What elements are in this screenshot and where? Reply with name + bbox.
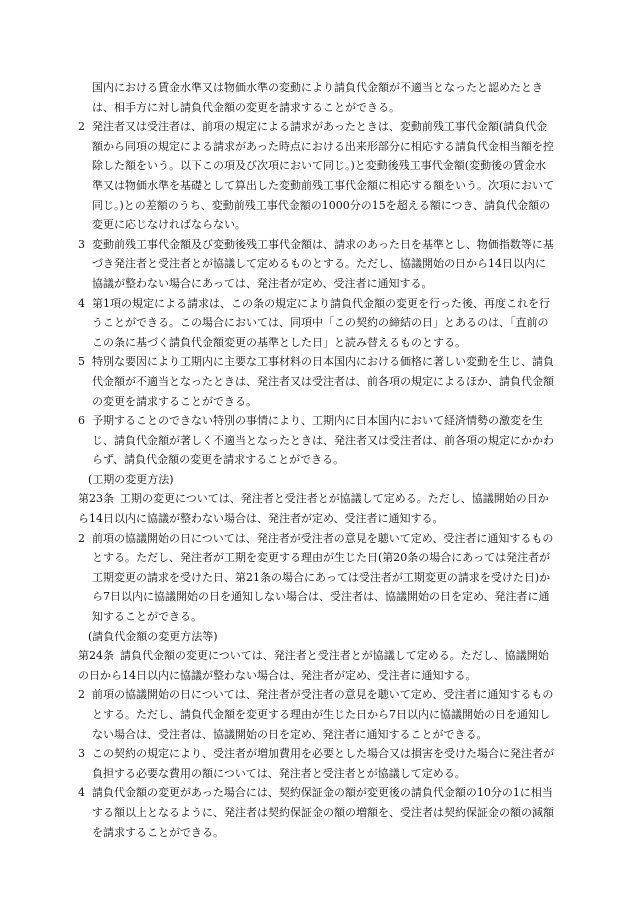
clause-number: 3 (78, 237, 85, 251)
clause-text: 前項の協議開始の日については、発注者が受注者の意見を聴いて定め、受注者に通知するものとする。ただし、発注者が工期を変更する理由が生じた日(第20条の場合にあっては発注者が工期変更の請求を受けた日、第21条の場合にあっては受注者が工期変更の請求を受けた日)から7日以内に協議開始の日を通知しない場合は、受注者は、協議開始の日を定め、発注者に通知することができる。 (92, 531, 554, 624)
clause-text: 予期することのできない特別の事情により、工期内に日本国内において経済情勢の激変を生じ、請負代金額が著しく不適当となったときは、発注者又は受注者は、前各項の規定にかかわらず、請負代金額の変更を請求することができる。 (92, 414, 554, 467)
clause-item (78, 685, 554, 744)
article (78, 646, 554, 685)
section-heading-text: (工期の変更方法) (88, 472, 174, 486)
clause-item (78, 294, 554, 353)
clause-item (78, 411, 554, 470)
clause-number: 3 (78, 747, 85, 761)
paragraph-text: 国内における賃金水準又は物価水準の変動により請負代金額が不適当となったと認めたときは、相手方に対し請負代金額の変更を請求することができる。 (92, 81, 543, 114)
clause-number: 6 (78, 414, 85, 428)
article-number: 第23条 (78, 492, 114, 506)
clause-number: 5 (78, 355, 85, 369)
article-text: 工期の変更については、発注者と受注者とが協議して定める。ただし、協議開始の日から14日以内に協議が整わない場合は、発注者が定め、受注者に通知する。 (78, 492, 549, 526)
clause-item (78, 529, 554, 627)
clause-number: 4 (78, 786, 85, 800)
article (78, 489, 554, 528)
clause-number: 2 (78, 120, 85, 134)
clause-text: 特別な要因により工期内に主要な工事材料の日本国内における価格に著しい変動を生じ、請負代金額が不適当となったときは、発注者又は受注者は、前各項の規定によるほか、請負代金額の変更を請求することができる。 (92, 355, 554, 408)
clause-number: 2 (78, 688, 85, 702)
document-body (78, 78, 554, 842)
clause-number: 2 (78, 531, 85, 545)
article-text: 請負代金額の変更については、発注者と受注者とが協議して定める。ただし、協議開始の日から14日以内に協議が整わない場合は、発注者が定め、受注者に通知する。 (78, 649, 549, 682)
clause-item (78, 352, 554, 411)
clause-number: 4 (78, 296, 85, 310)
clause-text: 変動前残工事代金額及び変動後残工事代金額は、請求のあった日を基準とし、物価指数等に基づき発注者と受注者とが協議して定めるものとする。ただし、協議開始の日から14日以内に協議が整わない場合にあっては、発注者が定め、受注者に通知する。 (92, 237, 554, 290)
clause-text: 請負代金額の変更があった場合には、契約保証金の額が変更後の請負代金額の10分の1に相当する額以上となるように、発注者は契約保証金の額の増額を、受注者は契約保証金の額の減額を請求することができる。 (92, 786, 554, 839)
section-heading (78, 627, 554, 647)
clause-text: この契約の規定により、受注者が増加費用を必要とした場合又は損害を受けた場合に発注者が負担する必要な費用の額については、発注者と受注者とが協議して定める。 (92, 747, 554, 780)
clause-text: 発注者又は受注者は、前項の規定による請求があったときは、変動前残工事代金額(請負代金額から同項の規定による請求があった時点における出来形部分に相応する請負代金相当額を控除した額をいう。以下この項及び次項において同じ。)と変動後残工事代金額(変動後の賃金水準又は物価水準を基礎として算出した変動前残工事代金額に相応する額をいう。次項において同じ。)との差額のうち、変動前残工事代金額の1000分の15を超える額につき、請負代金額の変更に応じなければならない。 (92, 120, 554, 232)
clause-item (78, 117, 554, 235)
clause-text: 第1項の規定による請求は、この条の規定により請負代金額の変更を行った後、再度これを行うことができる。この場合においては、同項中「この契約の締結の日」とあるのは、「直前のこの条に基づく請負代金額変更の基準とした日」と読み替えるものとする。 (92, 296, 550, 349)
paragraph-continuation (78, 78, 554, 117)
clause-item (78, 783, 554, 842)
section-heading (78, 470, 554, 490)
section-heading-text: (請負代金額の変更方法等) (88, 629, 218, 643)
article-number: 第24条 (78, 649, 114, 663)
clause-item (78, 235, 554, 294)
clause-text: 前項の協議開始の日については、発注者が受注者の意見を聴いて定め、受注者に通知するものとする。ただし、請負代金額を変更する理由が生じた日から7日以内に協議開始の日を通知しない場合は、受注者は、協議開始の日を定め、発注者に通知することができる。 (92, 688, 554, 741)
clause-item (78, 744, 554, 783)
